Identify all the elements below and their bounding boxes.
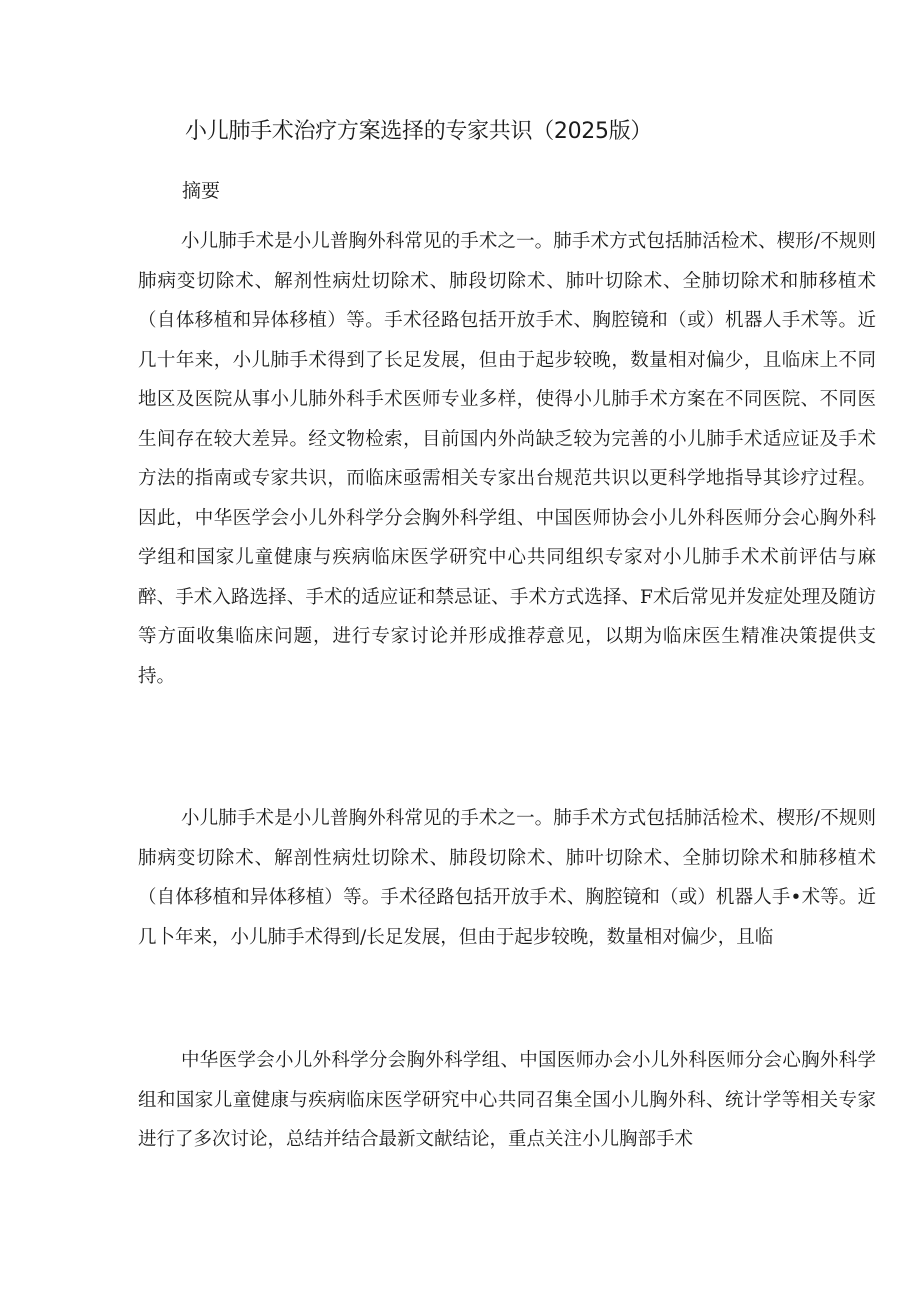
abstract-paragraph-1: 小儿肺手术是小儿普胸外科常见的手术之一。肺手术方式包括肺活检术、楔形/不规则肺病变切除术、解剂性病灶切除术、肺段切除术、肺叶切除术、全肺切除术和肺移植术（自体移植和异体移植）等。手术径路包括开放手术、胸腔镜和（或）机器人手术等。近几十年来，小儿肺手术得到了长足发展，但由于起步较晚，数量相对偏少，且临床上不同地区及医院从事小儿肺外科手术医师专业多样，使得小儿肺手术方案在不同医院、不同医生间存在较大差异。经文物检索，目前国内外尚缺乏较为完善的小儿肺手术适应证及手术方法的指南或专家共识，而临床亟需相关专家出台规范共识以更科学地指导其诊疗过程。因此，中华医学会小儿外科学分会胸外科学组、中国医师协会小儿外科医师分会心胸外科学组和国家儿童健康与疾病临床医学研究中心共同组织专家对小儿肺手术术前评估与麻醉、手术入路选择、手术的适应证和禁忌证、手术方式选择、F术后常见并发症处理及随访等方面收集临床问题，进行专家讨论并形成推荐意见，以期为临床医生精准决策提供支持。 [138, 231, 876, 687]
document-title: 小儿肺手术治疗方案选择的专家共识（2025版） [185, 119, 653, 144]
abstract-heading: 摘要 [182, 180, 221, 202]
body-paragraph-3: 中华医学会小儿外科学分会胸外科学组、中国医师办会小儿外科医师分会心胸外科学组和国家儿童健康与疾病临床医学研究中心共同召集全国小儿胸外科、统计学等相关专家进行了多次讨论，总结并结合最新文献结论，重点关注小儿胸部手术 [138, 1050, 876, 1150]
abstract-paragraph-2: 小儿肺手术是小儿普胸外科常见的手术之一。肺手术方式包括肺活检术、楔形/不规则肺病变切除术、解剖性病灶切除术、肺段切除术、肺叶切除术、全肺切除术和肺移植术（自体移植和异体移植）等。手术径路包括开放手术、胸腔镜和（或）机器人手•术等。近几卜年来，小儿肺手术得到/长足发展，但由于起步较晚，数量相对偏少，且临 [138, 808, 876, 948]
